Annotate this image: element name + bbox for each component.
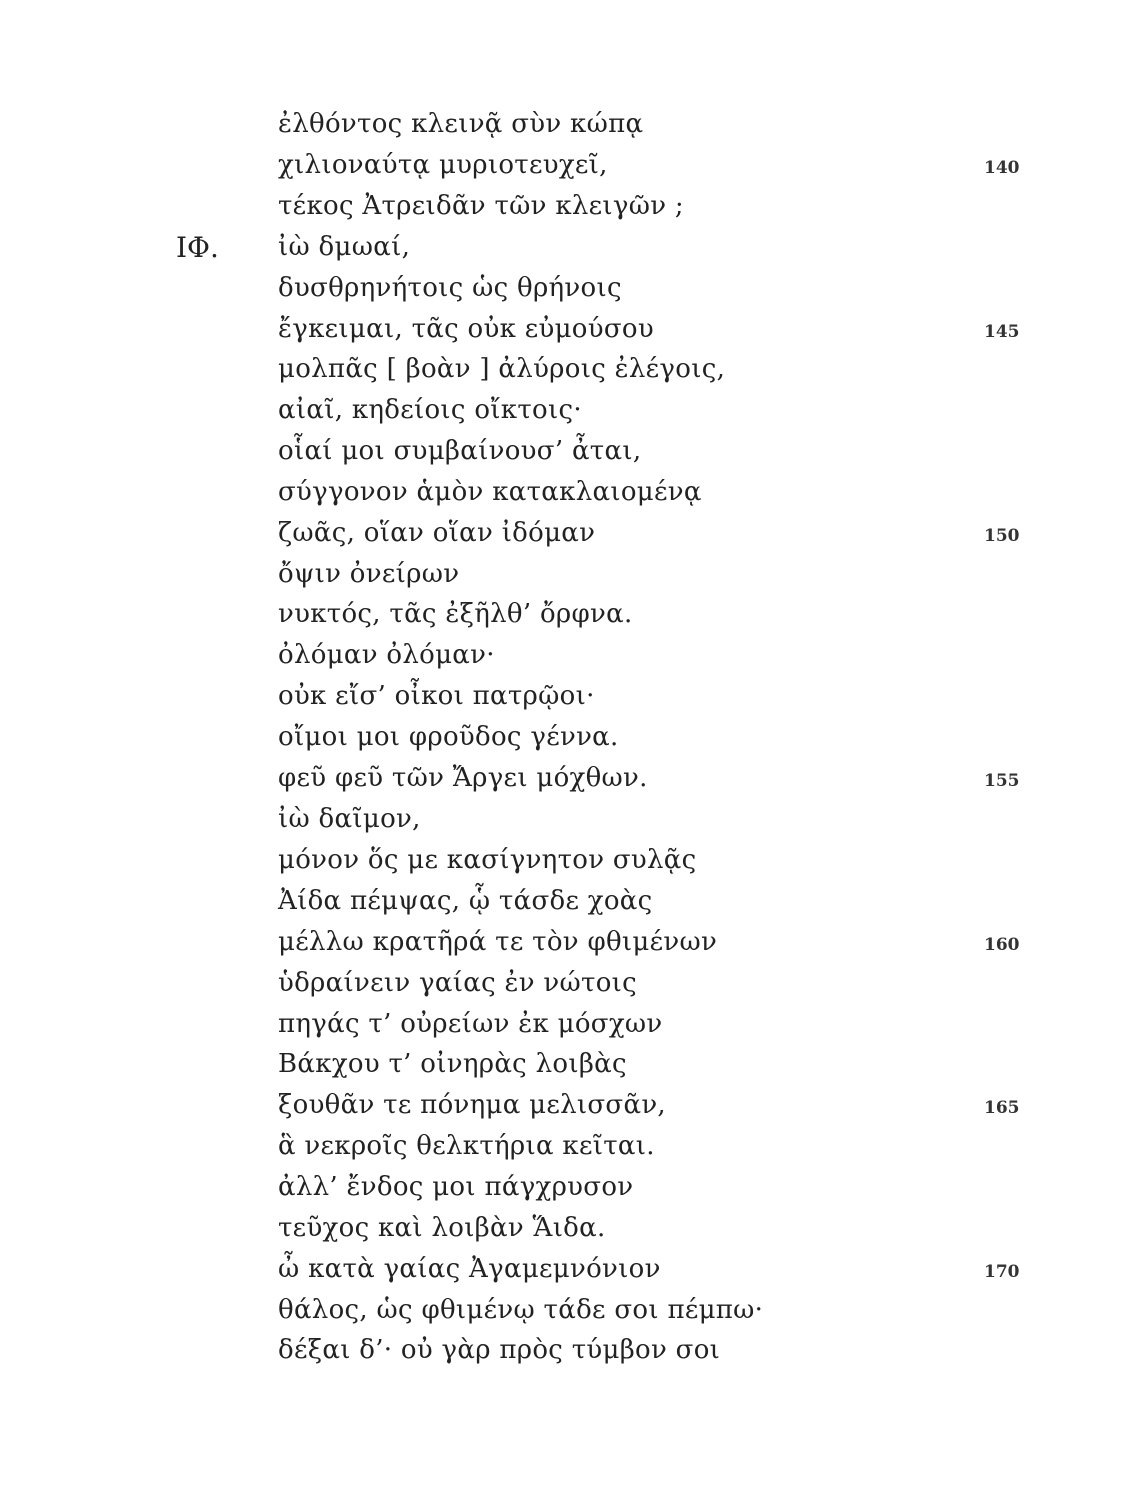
verse-line: ἔγκειμαι, τᾶς οὐκ εὐμούσου bbox=[278, 314, 654, 344]
verse-line: δυσθρηνήτοις ὡς θρήνοις bbox=[278, 273, 622, 303]
verse-line: ἃ νεκροῖς θελκτήρια κεῖται. bbox=[278, 1131, 655, 1161]
speaker-label: ΙΦ. bbox=[176, 231, 219, 264]
verse-line: δέξαι δ’· οὐ γὰρ πρὸς τύμβον σοι bbox=[278, 1335, 721, 1365]
verse-line: ὀλόμαν ὀλόμαν· bbox=[278, 640, 495, 670]
verse-line: οὐκ εἴσ’ οἶκοι πατρῷοι· bbox=[278, 681, 595, 711]
verse-line: οἴμοι μοι φροῦδος γέννα. bbox=[278, 722, 619, 752]
line-number: 145 bbox=[984, 322, 1020, 342]
verse-line: ἀλλ’ ἔνδος μοι πάγχρυσον bbox=[278, 1172, 634, 1202]
verse-line: ἰὼ δαῖμον, bbox=[278, 804, 421, 834]
line-number: 150 bbox=[984, 526, 1020, 546]
verse-line: οἷαί μοι συμβαίνουσ’ ἆται, bbox=[278, 436, 642, 466]
line-number: 140 bbox=[984, 158, 1020, 178]
verse-line: σύγγονον ἁμὸν κατακλαιομένᾳ bbox=[278, 477, 702, 507]
verse-line: Ἀίδα πέμψας, ᾧ τάσδε χοὰς bbox=[278, 886, 653, 916]
verse-line: μέλλω κρατῆρά τε τὸν φθιμένων bbox=[278, 927, 718, 957]
verse-line: μολπᾶς [ βοὰν ] ἀλύροις ἐλέγοις, bbox=[278, 354, 726, 384]
verse-line: Βάκχου τ’ οἰνηρὰς λοιβὰς bbox=[278, 1049, 627, 1079]
line-number: 165 bbox=[984, 1098, 1020, 1118]
verse-line: ἐλθόντος κλεινᾷ σὺν κώπᾳ bbox=[278, 109, 644, 139]
line-number: 155 bbox=[984, 771, 1020, 791]
line-number: 160 bbox=[984, 935, 1020, 955]
verse-line: νυκτός, τᾶς ἐξῆλθ’ ὄρφνα. bbox=[278, 599, 633, 629]
verse-line: τεῦχος καὶ λοιβὰν Ἅιδα. bbox=[278, 1213, 606, 1243]
verse-line: μόνον ὅς με κασίγνητον συλᾷς bbox=[278, 845, 697, 875]
verse-line: ὑδραίνειν γαίας ἐν νώτοις bbox=[278, 968, 638, 998]
line-number: 170 bbox=[984, 1262, 1020, 1282]
verse-line: ὄψιν ὀνείρων bbox=[278, 559, 460, 589]
verse-line: ξουθᾶν τε πόνημα μελισσᾶν, bbox=[278, 1090, 666, 1120]
verse-line: ἰὼ δμωαί, bbox=[278, 232, 411, 262]
verse-line: πηγάς τ’ οὐρείων ἐκ μόσχων bbox=[278, 1009, 663, 1039]
verse-line: ὦ κατὰ γαίας Ἀγαμεμνόνιον bbox=[278, 1254, 661, 1284]
verse-line: θάλος, ὡς φθιμένῳ τάδε σοι πέμπω· bbox=[278, 1295, 764, 1325]
verse-line: τέκος Ἀτρειδᾶν τῶν κλειγῶν ; bbox=[278, 191, 684, 221]
verse-line: χιλιοναύτᾳ μυριοτευχεῖ, bbox=[278, 150, 608, 180]
verse-line: αἰαῖ, κηδείοις οἴκτοις· bbox=[278, 395, 582, 425]
verse-line: φεῦ φεῦ τῶν Ἄργει μόχθων. bbox=[278, 763, 648, 793]
verse-line: ζωᾶς, οἵαν οἵαν ἰδόμαν bbox=[278, 518, 596, 548]
